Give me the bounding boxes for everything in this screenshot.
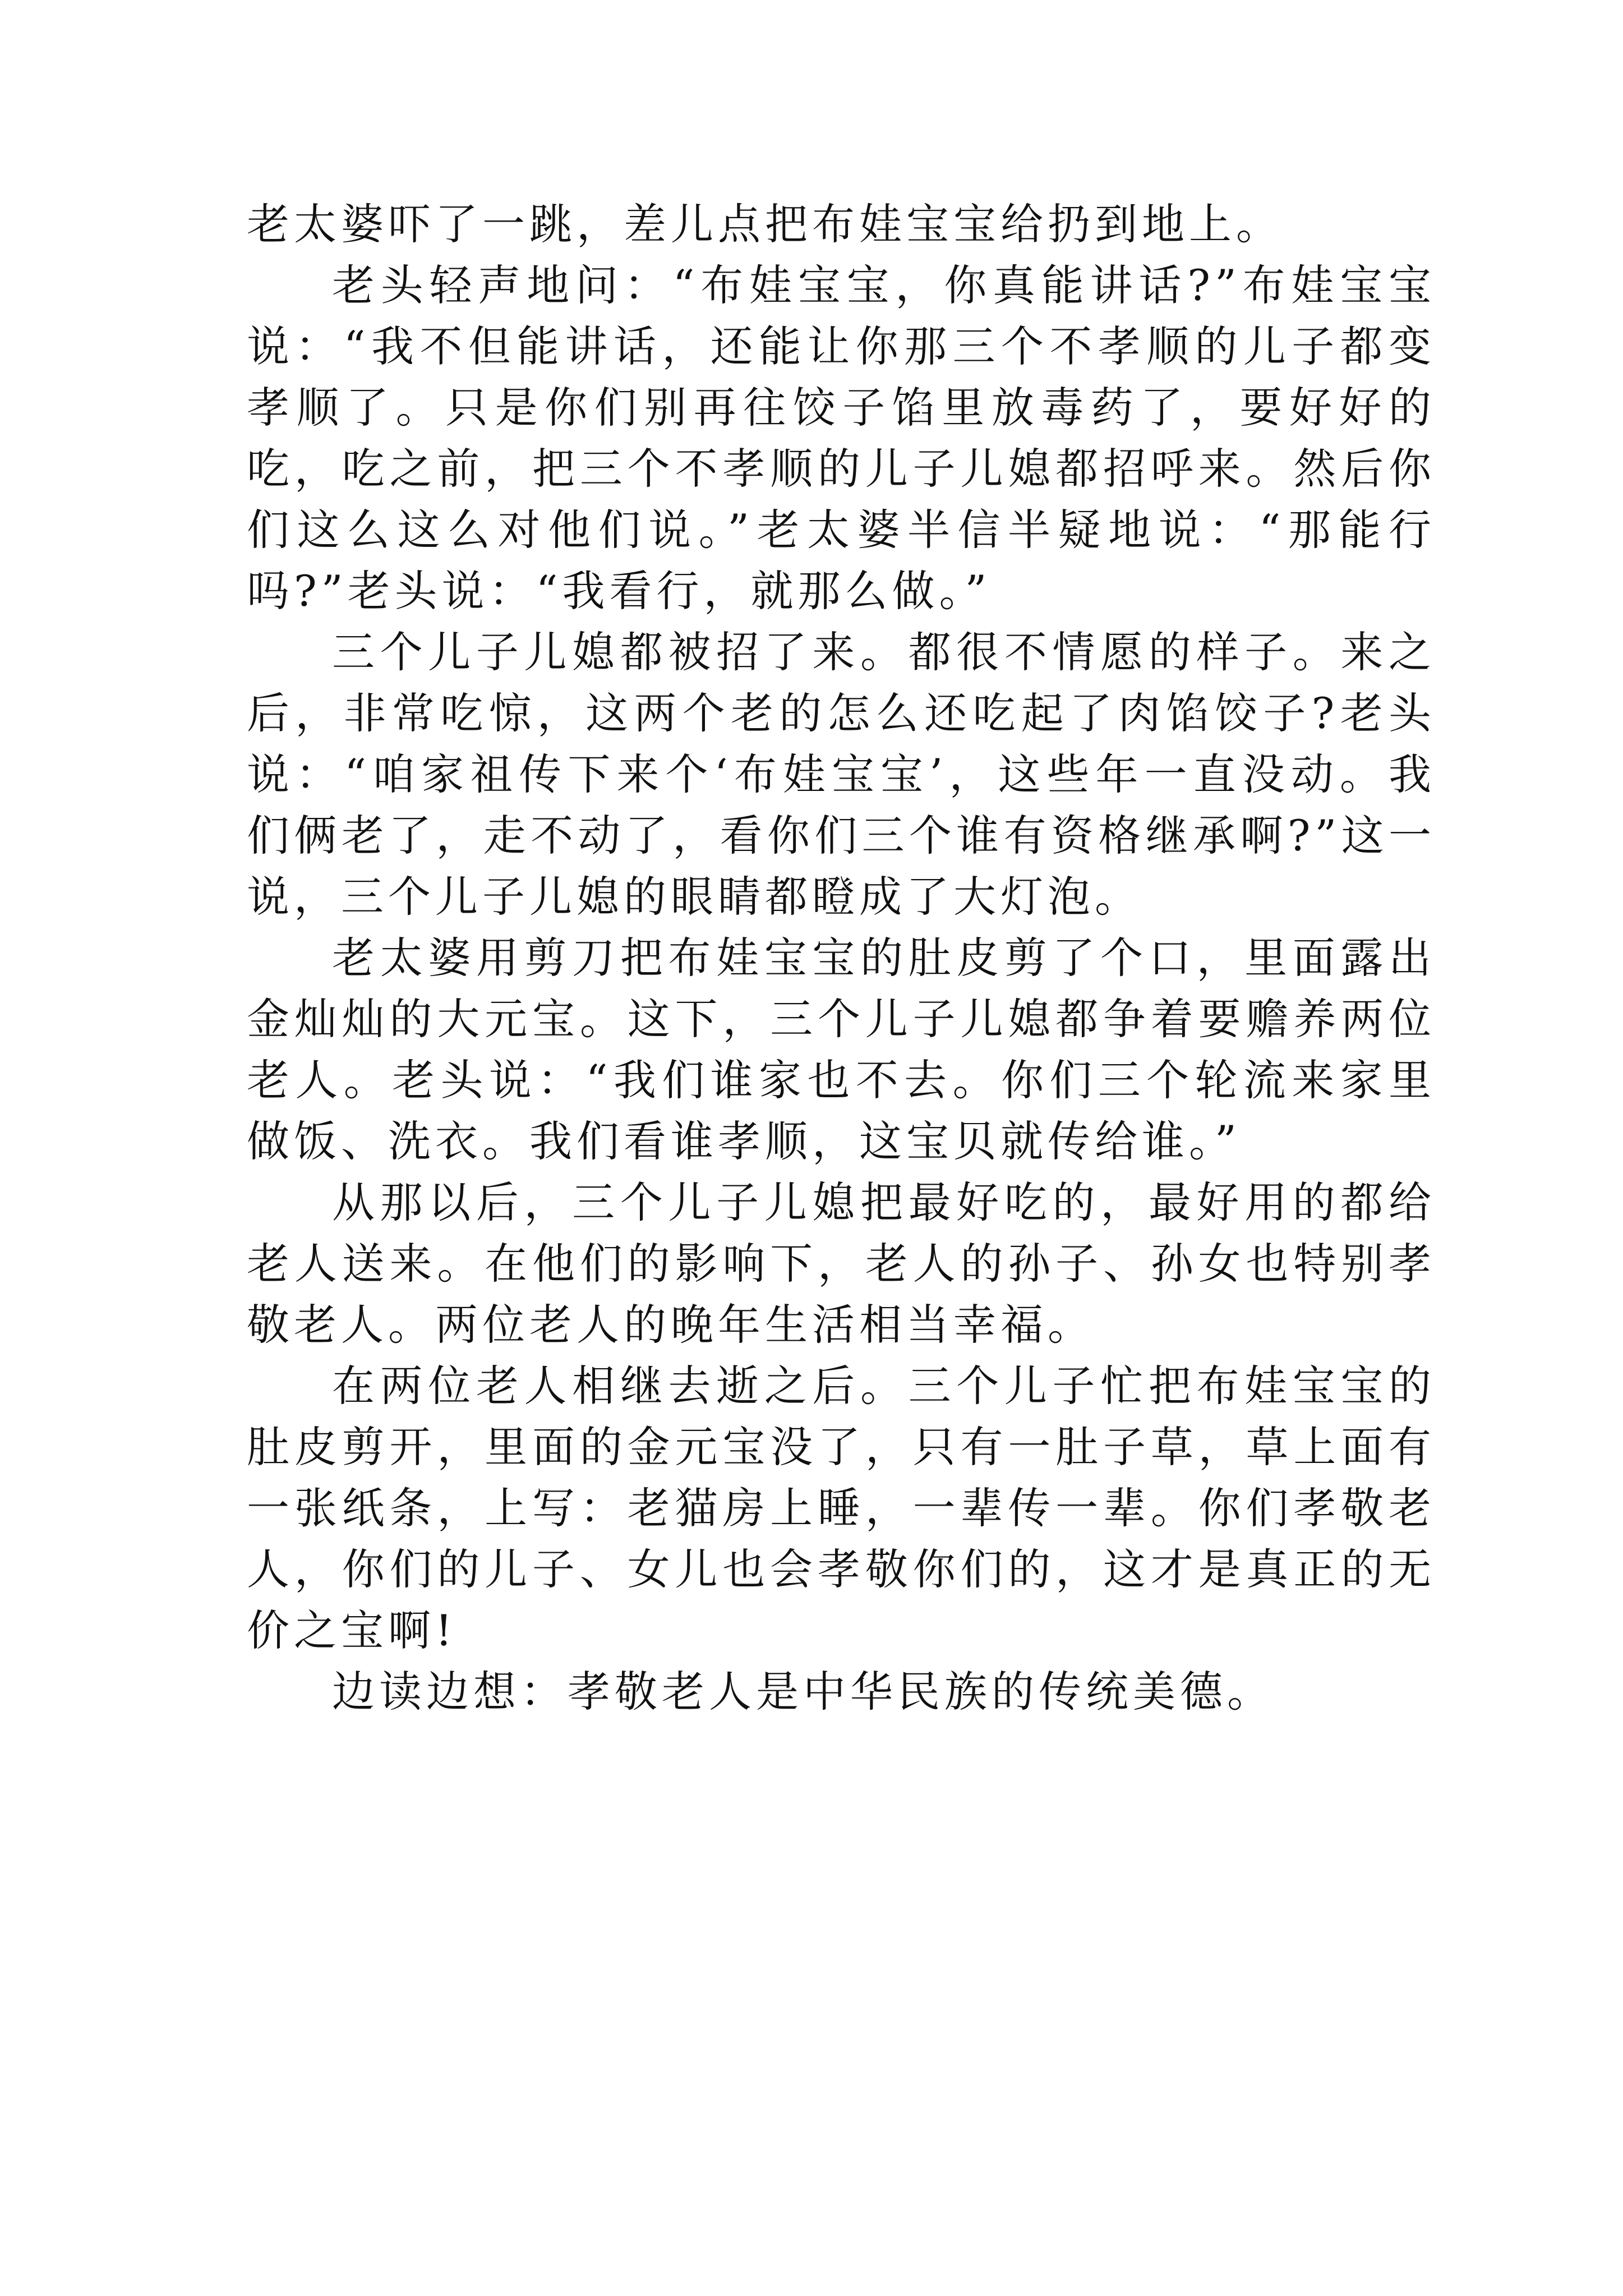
- paragraph: 从那以后，三个儿子儿媳把最好吃的，最好用的都给老人送来。在他们的影响下，老人的孙子、孙女也特别孝敬老人。两位老人的晚年生活相当幸福。: [247, 1177, 1436, 1350]
- paragraph: 老头轻声地问：“布娃宝宝，你真能讲话?”布娃宝宝说：“我不但能讲话，还能让你那三个不孝顺的儿子都变孝顺了。只是你们别再往饺子馅里放毒药了，要好好的吃，吃之前，把三个不孝顺的儿子儿媳都招呼来。然后你们这么这么对他们说。”老太婆半信半疑地说：“那能行吗?”老头说：“我看行，就那么做。”: [247, 260, 1436, 616]
- paragraph: 老太婆用剪刀把布娃宝宝的肚皮剪了个口，里面露出金灿灿的大元宝。这下，三个儿子儿媳都争着要赡养两位老人。老头说：“我们谁家也不去。你们三个轮流来家里做饭、洗衣。我们看谁孝顺，这宝贝就传给谁。”: [247, 933, 1436, 1166]
- document-body: [247, 194, 1436, 1722]
- paragraph-continuation: 老太婆吓了一跳，差儿点把布娃宝宝给扔到地上。: [247, 199, 1283, 249]
- paragraph-reading-note: 边读边想：孝敬老人是中华民族的传统美德。: [332, 1667, 1274, 1717]
- paragraph: 在两位老人相继去逝之后。三个儿子忙把布娃宝宝的肚皮剪开，里面的金元宝没了，只有一肚子草，草上面有一张纸条，上写：老猫房上睡，一辈传一辈。你们孝敬老人，你们的儿子、女儿也会孝敬你们的，这才是真正的无价之宝啊!: [247, 1361, 1436, 1655]
- paragraph: 三个儿子儿媳都被招了来。都很不情愿的样子。来之后，非常吃惊，这两个老的怎么还吃起了肉馅饺子?老头说：“咱家祖传下来个‘布娃宝宝’，这些年一直没动。我们俩老了，走不动了，看你们三个谁有资格继承啊?”这一说，三个儿子儿媳的眼睛都瞪成了大灯泡。: [247, 627, 1436, 922]
